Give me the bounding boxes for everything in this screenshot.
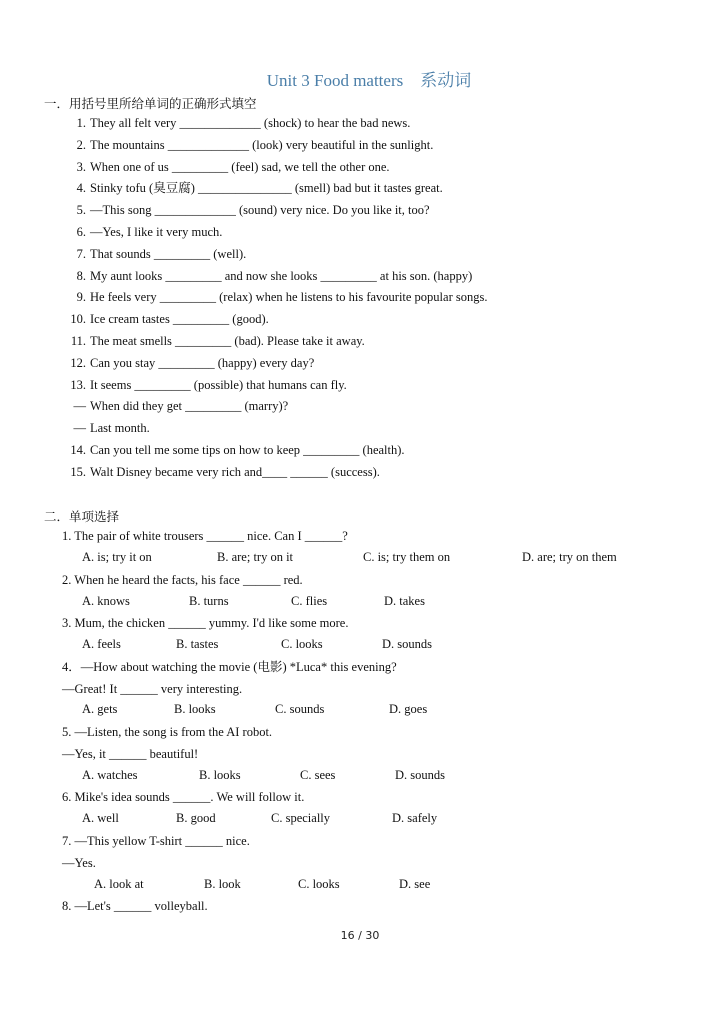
item-number: 12. [70, 356, 86, 370]
question-7-stem2: —Yes. [62, 856, 96, 870]
item-number: 11. [70, 334, 86, 348]
fill-blank-item [66, 202, 430, 218]
item-text: The mountains _____________ (look) very beautiful in the sunlight. [90, 138, 434, 152]
item-number: — [73, 399, 86, 413]
item-text: Can you stay _________ (happy) every day? [90, 356, 315, 370]
question-8-stem: 8. —Let's ______ volleyball. [62, 899, 208, 913]
fill-blank-item [66, 464, 380, 480]
item-text: Can you tell me some tips on how to keep _________ (health). [90, 443, 405, 457]
item-text: When did they get _________ (marry)? [90, 399, 289, 413]
question-2-stem: 2. When he heard the facts, his face ______ red. [62, 573, 303, 587]
question-3-stem: 3. Mum, the chicken ______ yummy. I'd like some more. [62, 616, 349, 630]
fill-blank-item [66, 115, 410, 131]
fill-blank-item [66, 442, 405, 458]
fill-blank-item [66, 289, 487, 305]
question-6-option-c: C. specially [271, 811, 331, 825]
item-text: —Yes, I like it very much. [90, 225, 223, 239]
fill-blank-item [66, 224, 222, 240]
question-2-option-a: A. knows [82, 594, 130, 608]
question-2-option-c: C. flies [291, 594, 328, 608]
item-text: Last month. [90, 421, 150, 435]
question-6-stem: 6. Mike's idea sounds ______. We will follow it. [62, 790, 305, 804]
question-4-option-c: C. sounds [275, 702, 325, 716]
fill-blank-item [66, 420, 150, 436]
page-number: 16 / 30 [340, 929, 380, 942]
question-3-option-a: A. feels [82, 637, 121, 651]
item-number: — [73, 421, 86, 435]
item-text: The meat smells _________ (bad). Please take it away. [90, 334, 365, 348]
question-1-option-a: A. is; try it on [82, 550, 152, 564]
section1-heading: 一．用括号里所给单词的正确形式填空 [44, 97, 257, 111]
question-1-option-d: D. are; try on them [522, 550, 617, 564]
item-text: He feels very _________ (relax) when he listens to his favourite popular songs. [90, 290, 488, 304]
fill-blank-item [66, 377, 347, 393]
item-text: My aunt looks _________ and now she looks _________ at his son. (happy) [90, 269, 473, 283]
item-number: 4. [76, 181, 86, 195]
section2-heading: 二．单项选择 [44, 510, 120, 524]
question-4-option-d: D. goes [389, 702, 428, 716]
item-number: 14. [70, 443, 86, 457]
question-6-option-b: B. good [176, 811, 216, 825]
question-4-stem2: —Great! It ______ very interesting. [62, 682, 243, 696]
question-7-stem: 7. —This yellow T-shirt ______ nice. [62, 834, 250, 848]
question-5-option-a: A. watches [82, 768, 138, 782]
question-2-option-d: D. takes [384, 594, 425, 608]
item-number: 15. [70, 465, 86, 479]
question-6-option-d: D. safely [392, 811, 438, 825]
item-text: Walt Disney became very rich and____ ______ (success). [90, 465, 380, 479]
question-4-option-b: B. looks [174, 702, 216, 716]
fill-blank-item [66, 311, 269, 327]
fill-blank-item [66, 398, 288, 414]
question-5-option-d: D. sounds [395, 768, 446, 782]
fill-blank-item [66, 246, 246, 262]
question-5-stem: 5. —Listen, the song is from the AI robot. [62, 725, 273, 739]
fill-blank-item [66, 333, 365, 349]
fill-blank-item [66, 137, 433, 153]
question-5-option-c: C. sees [300, 768, 336, 782]
item-text: Stinky tofu (臭豆腐) _______________ (smell) bad but it tastes great. [90, 181, 443, 195]
item-text: Ice cream tastes _________ (good). [90, 312, 269, 326]
fill-blank-item [66, 159, 390, 175]
question-5-stem2: —Yes, it ______ beautiful! [62, 747, 199, 761]
item-text: When one of us _________ (feel) sad, we tell the other one. [90, 160, 390, 174]
question-1-stem: 1. The pair of white trousers ______ nice. Can I ______? [62, 529, 348, 543]
question-7-option-d: D. see [399, 877, 431, 891]
item-number: 6. [76, 225, 86, 239]
question-6-option-a: A. well [82, 811, 119, 825]
page-title: Unit 3 Food matters 系动词 [266, 71, 472, 90]
fill-blank-item [66, 180, 443, 196]
question-3-option-c: C. looks [281, 637, 323, 651]
item-number: 7. [76, 247, 86, 261]
fill-blank-item [66, 355, 314, 371]
item-number: 8. [76, 269, 86, 283]
item-text: That sounds _________ (well). [90, 247, 247, 261]
question-2-option-b: B. turns [189, 594, 229, 608]
item-number: 2. [76, 138, 86, 152]
question-4-option-a: A. gets [82, 702, 118, 716]
item-number: 5. [76, 203, 86, 217]
question-3-option-b: B. tastes [176, 637, 219, 651]
item-number: 10. [70, 312, 86, 326]
question-3-option-d: D. sounds [382, 637, 433, 651]
question-5-option-b: B. looks [199, 768, 241, 782]
item-number: 3. [76, 160, 86, 174]
item-text: They all felt very _____________ (shock) to hear the bad news. [90, 116, 411, 130]
question-7-option-a: A. look at [94, 877, 144, 891]
item-number: 13. [70, 378, 86, 392]
question-1-option-b: B. are; try on it [217, 550, 294, 564]
question-4-stem: 4．—How about watching the movie (电影) *Luca* this evening? [62, 660, 397, 674]
question-1-option-c: C. is; try them on [363, 550, 451, 564]
question-7-option-c: C. looks [298, 877, 340, 891]
question-7-option-b: B. look [204, 877, 241, 891]
item-number: 9. [76, 290, 86, 304]
item-number: 1. [76, 116, 86, 130]
item-text: It seems _________ (possible) that humans can fly. [90, 378, 347, 392]
fill-blank-item [66, 268, 472, 284]
item-text: —This song _____________ (sound) very nice. Do you like it, too? [90, 203, 430, 217]
